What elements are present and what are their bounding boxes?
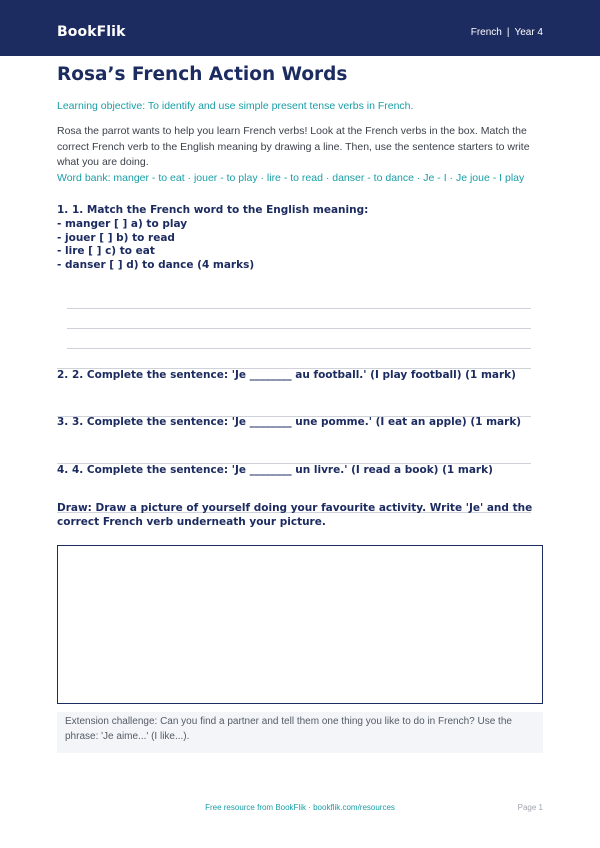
match-item: - danser [ ] d) to dance (4 marks): [57, 259, 255, 272]
question-2: 2. 2. Complete the sentence: 'Je ________ au football.' (I play football) (1 mark): [57, 369, 516, 381]
worksheet-title: Rosa’s French Action Words: [57, 64, 348, 85]
page-header: [0, 0, 600, 56]
question-3: 3. 3. Complete the sentence: 'Je ________ une pomme.' (I eat an apple) (1 mark): [57, 416, 522, 428]
match-item: - jouer [ ] b) to read: [57, 231, 175, 244]
question-1: [57, 204, 368, 273]
subject-label: French: [470, 27, 502, 38]
question-4: 4. 4. Complete the sentence: 'Je ________ un livre.' (I read a book) (1 mark): [57, 464, 493, 476]
intro-text: Rosa the parrot wants to help you learn French verbs! Look at the French verbs in the box. Match the correct French verb to the English meaning by drawing a line. Then, use the sentence starters to write what you are doing.: [57, 125, 530, 168]
question-1-heading: 1. 1. Match the French word to the English meaning:: [57, 204, 369, 216]
word-bank: Word bank: manger - to eat · jouer - to play · lire - to read · danser - to dance · Je - I · Je joue - I play: [57, 172, 525, 184]
page-number: Page 1: [517, 803, 543, 812]
answer-line[interactable]: [67, 328, 531, 329]
subject-year-label: [471, 27, 543, 38]
brand-logo: BookFlik: [57, 24, 126, 40]
drawing-box[interactable]: [57, 545, 543, 704]
header-separator: |: [506, 27, 510, 38]
answer-line[interactable]: [67, 348, 531, 349]
answer-line[interactable]: [67, 308, 531, 309]
match-item: - lire [ ] c) to eat: [57, 245, 155, 258]
learning-objective: Learning objective: To identify and use simple present tense verbs in French.: [57, 100, 414, 112]
year-label: Year 4: [514, 27, 543, 38]
footer-credit: Free resource from BookFlik · bookflik.com/resources: [205, 803, 395, 812]
match-item: - manger [ ] a) to play: [57, 217, 188, 230]
draw-instructions: Draw: Draw a picture of yourself doing your favourite activity. Write 'Je' and the correct French verb underneath your picture.: [57, 502, 533, 528]
extension-challenge: Extension challenge: Can you find a partner and tell them one thing you like to do in French? Use the phrase: 'Je aime...' (I like...).: [57, 712, 543, 753]
